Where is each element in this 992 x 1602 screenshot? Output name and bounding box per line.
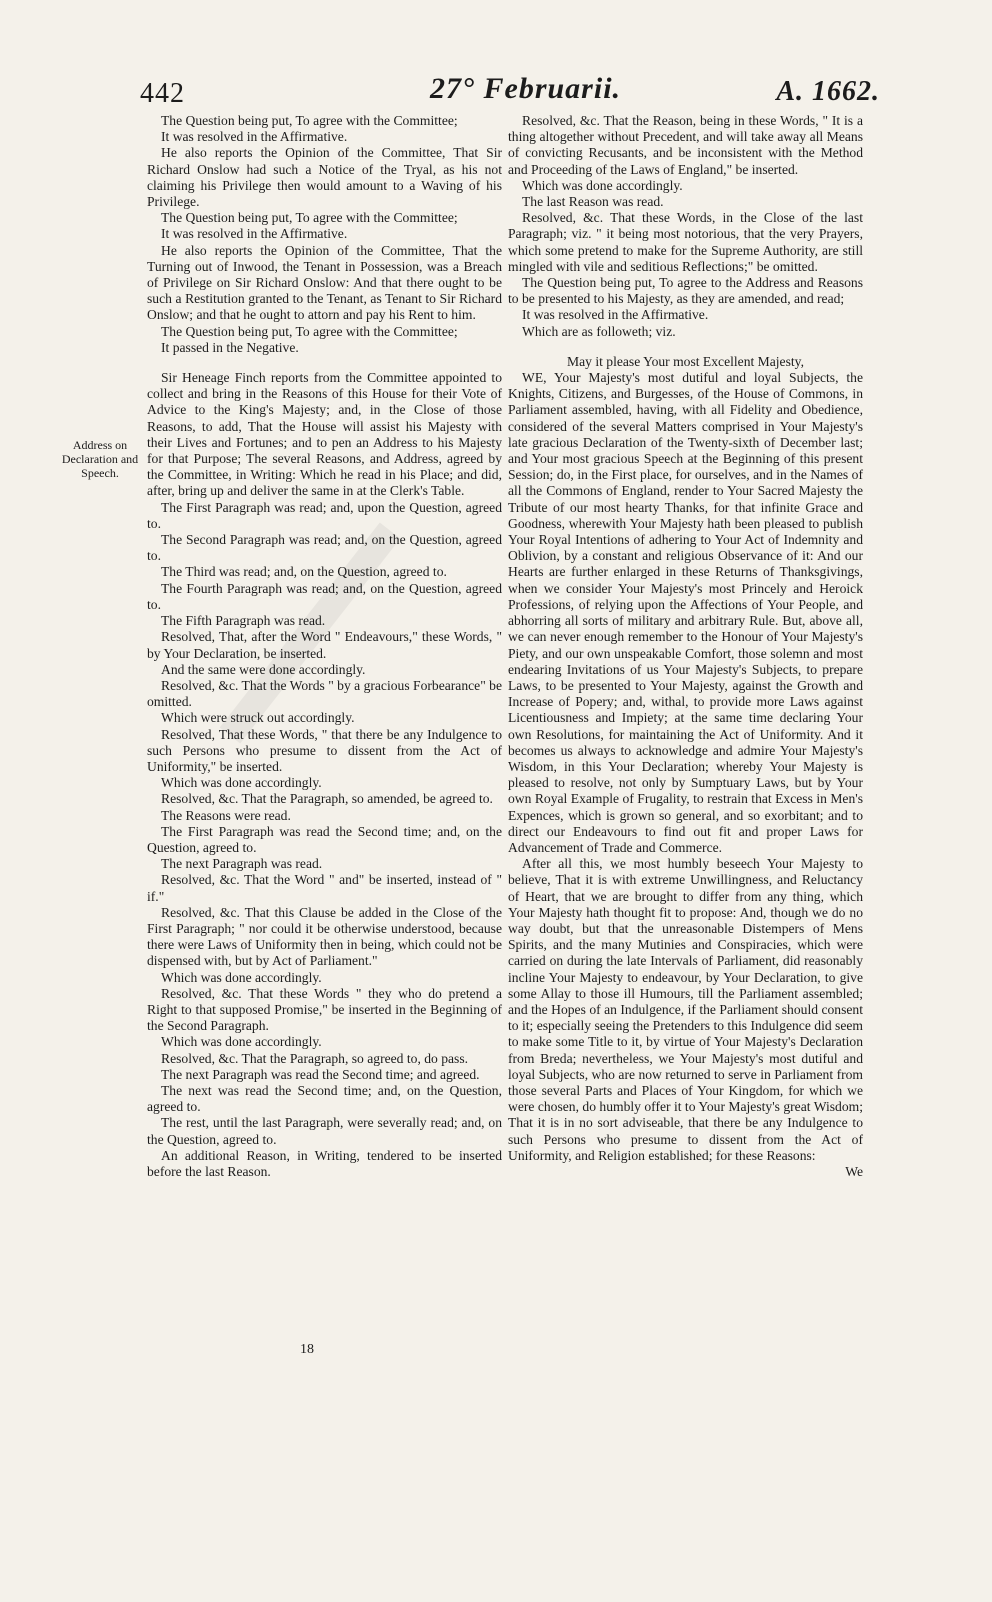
paragraph: It was resolved in the Affirmative. bbox=[161, 129, 348, 145]
paragraph: Resolved, &c. That the Words " by a gracious Forbearance" be omitted. bbox=[147, 677, 502, 710]
paragraph: Which was done accordingly. bbox=[161, 969, 322, 985]
paragraph: The next was read the Second time; and, on the Question, agreed to. bbox=[147, 1082, 502, 1115]
paragraph: The Second Paragraph was read; and, on the Question, agreed to. bbox=[147, 532, 502, 564]
paragraph: Which was done accordingly. bbox=[161, 775, 322, 791]
paragraph: The Question being put, To agree to the Address and Reasons to be presented to his Majesty, as they are amended, and read; bbox=[508, 275, 863, 307]
paragraph: It was resolved in the Affirmative. bbox=[522, 307, 709, 323]
paragraph: WE, Your Majesty's most dutiful and loyal Subjects, the Knights, Citizens, and Burgesses, of the House of Commons, in Parliament assembled, having, with all Fidelity and Obedience, considered of the several Matters comprised in Your Majesty's late gracious Declaration of the Twenty-sixth of December last; and Your most gracious Speech at the Beginning of this present Session; do, in the First place, for ourselves, and in the Names of all the Commons of England, render to Your Sacred Majesty the Tribute of our most hearty Thanks, for that infinite Grace and Goodness, wherewith Your Majesty hath been pleased to publish Your Royal Intentions of adhering to Your Act of Indemnity and Oblivion, by a constant and religious Observance of it: And our Hearts are further enlarged in these Returns of Thanksgivings, when we consider Your Majesty's most Princely and Heroick Professions, of relying upon the Affections of Your People, and abhorring all sorts of military and arbitrary Rule. But, above all, we can never enough remember to the Honour of Your Majesty's Piety, and our own unspeakable Comfort, those solemn and most endearing Invitations of us Your Majesty's Subjects, to prepare Laws, to be presented to Your Majesty, against the Growth and Increase of Popery; and, withal, to provide more Laws against Licentiousness and Impiety; at the same time declaring Your own Resolutions, for maintaining the Act of Uniformity. And it becomes us always to acknowledge and admire Your Majesty's Wisdom, in this Your Declaration; whereby Your Majesty is pleased to resolve, not only by Sumptuary Laws, but by Your own Royal Example of Frugality, to restrain that Excess in Men's Expences, which is grown so general, and so exorbitant; and to direct our Endeavours to find out fit and proper Laws for Advancement of Trade and Commerce. bbox=[508, 370, 863, 855]
paragraph: Which was done accordingly. bbox=[161, 1034, 322, 1050]
paragraph: Resolved, &c. That the Paragraph, so amended, be agreed to. bbox=[161, 791, 493, 807]
catchword: We bbox=[845, 1164, 863, 1179]
paragraph: The Question being put, To agree with the Committee; bbox=[161, 113, 458, 128]
paragraph: After all this, we most humbly beseech Your Majesty to believe, That it is with extreme Unwillingness, and Reluctancy of Heart, that we are brought to differ from any thing, which Your Majesty hath thought fit to propose: And, though we do no way doubt, but that the unreasonable Distempers of Mens Spirits, and the many Mutinies and Conspiracies, which were carried on during the late Intervals of Parliament, did reasonably incline Your Majesty to endeavour, by Your Declaration, to give some Allay to those ill Humours, till the Parliament assembled; and the Hopes of an Indulgence, if the Parliament should consent to it; especially seeing the Pretenders to this Indulgence did seem to make some Title to it, by virtue of Your Majesty's Declaration from Breda; nevertheless, we Your Majesty's most dutiful and loyal Subjects, who are now returned to serve in Parliament from those several Parts and Places of Your Kingdom, for which we were chosen, do humbly offer it to Your Majesty's great Wisdom; That it is in no sort adviseable, that there be any Indulgence to such Persons who presume to dissent from the Act of Uniformity, and Religion established; for these Reasons: bbox=[508, 856, 863, 1163]
paragraph: It was resolved in the Affirmative. bbox=[161, 226, 348, 242]
paragraph: Resolved, That, after the Word " Endeavours," these Words, " by Your Declaration, be inserted. bbox=[147, 629, 502, 661]
paragraph: Sir Heneage Finch reports from the Committee appointed to collect and bring in the Reasons of this House for their Vote of Advice to the King's Majesty; and, in the Close of those Reasons, to add, That the House will assist his Majesty with their Lives and Fortunes; and to pen an Address to his Majesty for that Purpose; The several Reasons, and Address, agreed by the Committee, in Writing: Which he read in his Place; and did, after, bring up and deliver the same in at the Clerk's Table. bbox=[147, 370, 502, 499]
paragraph: Which are as followeth; viz. bbox=[522, 323, 676, 339]
salutation: May it please Your most Excellent Majesty, bbox=[567, 353, 804, 369]
page-date: 27° Februarii. bbox=[430, 72, 622, 105]
signature-mark: 18 bbox=[300, 1342, 314, 1357]
paragraph: Resolved, &c. That this Clause be added in the Close of the First Paragraph; " nor could it be otherwise understood, because there were Laws of Uniformity then in being, which could not be dispensed with, but by Act of Parliament." bbox=[147, 904, 502, 969]
paragraph: The rest, until the last Paragraph, were severally read; and, on the Question, agreed to. bbox=[147, 1115, 502, 1147]
paragraph: The next Paragraph was read the Second time; and agreed. bbox=[161, 1066, 480, 1082]
paragraph: The Fourth Paragraph was read; and, on the Question, agreed to. bbox=[147, 580, 502, 612]
paragraph: Resolved, &c. That the Reason, being in these Words, " It is a thing altogether without Precedent, and will take away all Means of convicting Recusants, and be inconsistent with the Method and Proceeding of the Laws of England," be inserted. bbox=[508, 113, 863, 177]
right-column bbox=[508, 113, 863, 1180]
paragraph: The Question being put, To agree with the Committee; bbox=[161, 323, 458, 339]
paragraph: The First Paragraph was read; and, upon the Question, agreed to. bbox=[147, 499, 502, 531]
page-number: 442 bbox=[140, 78, 185, 109]
paragraph: The Question being put, To agree with the Committee; bbox=[161, 210, 458, 226]
left-column bbox=[147, 113, 502, 1180]
paragraph: The last Reason was read. bbox=[522, 194, 664, 210]
paragraph: The Reasons were read. bbox=[161, 807, 291, 823]
paragraph: And the same were done accordingly. bbox=[161, 661, 366, 677]
paragraph: The First Paragraph was read the Second time; and, on the Question, agreed to. bbox=[147, 823, 502, 855]
paragraph: Resolved, That these Words, " that there be any Indulgence to such Persons who presume to dissent from the Act of Uniformity," be inserted. bbox=[147, 726, 502, 774]
page-header bbox=[140, 72, 880, 112]
margin-note: Address on Declaration and Speech. bbox=[61, 438, 139, 480]
page-year: A. 1662. bbox=[776, 76, 880, 107]
paragraph: Which were struck out accordingly. bbox=[161, 710, 355, 726]
paragraph: It passed in the Negative. bbox=[161, 339, 299, 355]
paragraph: He also reports the Opinion of the Committee, That the Turning out of Inwood, the Tenant in Possession, was a Breach of Privilege on Sir Richard Onslow: And that there ought to be such a Restitution granted to the Tenant, as Tenant to Sir Richard Onslow; and that he ought to attorn and pay his Rent to him. bbox=[147, 242, 502, 323]
paragraph: The next Paragraph was read. bbox=[161, 856, 323, 872]
paragraph: Resolved, &c. That these Words " they who do pretend a Right to that supposed Promise," be inserted in the Beginning of the Second Paragraph. bbox=[147, 985, 502, 1034]
paragraph: He also reports the Opinion of the Committee, That Sir Richard Onslow had such a Notice of the Tryal, as his not claiming his Privilege then would amount to a Waving of his Privilege. bbox=[147, 145, 502, 210]
paragraph: The Third was read; and, on the Question, agreed to. bbox=[161, 564, 447, 580]
paragraph: An additional Reason, in Writing, tendered to be inserted before the last Reason. bbox=[147, 1147, 502, 1179]
paragraph: Which was done accordingly. bbox=[522, 177, 683, 193]
paragraph: The Fifth Paragraph was read. bbox=[161, 613, 326, 629]
paragraph: Resolved, &c. That these Words, in the Close of the last Paragraph; viz. " it being most notorious, that the very Prayers, which some pretend to make for the Supreme Authority, are still mingled with vile and seditious Reflections;" be omitted. bbox=[508, 210, 863, 274]
paragraph: Resolved, &c. That the Paragraph, so agreed to, do pass. bbox=[161, 1050, 469, 1066]
paragraph: Resolved, &c. That the Word " and" be inserted, instead of " if." bbox=[147, 872, 502, 904]
